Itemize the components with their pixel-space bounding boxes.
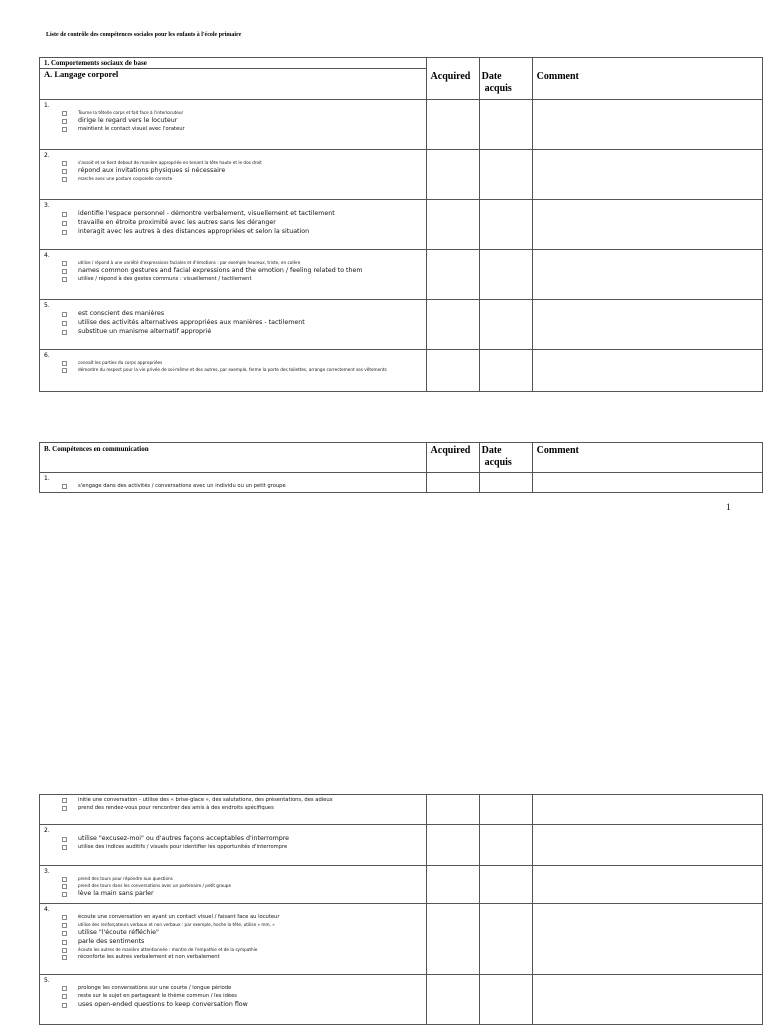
acquired-cell[interactable] (426, 825, 479, 866)
skill-item-text: substitue un manisme alternatif approprié (78, 328, 212, 335)
skill-item-text: reste sur le sujet en partageant le thème commun / les idées (78, 993, 237, 999)
skill-item-text: s'engage dans des activités / conversations avec un individu ou un petit groupe (78, 483, 286, 489)
date-header-cell (479, 443, 532, 473)
skill-item-text: utilise des renforçateurs verbaux et non verbaux : par exemple, hoche la tête, utilise « mm, » (78, 922, 275, 927)
section-header-cell (40, 58, 427, 100)
skill-item (40, 125, 426, 133)
checkbox-icon[interactable] (62, 321, 67, 326)
skill-item-text: marche avec une posture corporelle correcte (78, 176, 173, 181)
comment-cell[interactable] (532, 100, 762, 150)
skill-item-text: utilise "l'écoute réfléchie" (78, 929, 159, 936)
checklist-row (40, 473, 763, 493)
skill-item-text: utilise "excusez-moi" ou d'autres façons acceptables d'interrompre (78, 835, 290, 842)
skill-item-text: prend des tours pour répondre aux questions (78, 876, 173, 881)
skill-item (40, 116, 426, 125)
skill-item (40, 921, 426, 928)
skill-item (40, 843, 426, 851)
skill-item-text: dirige le regard vers le locuteur (78, 117, 178, 124)
item-number: 3. (44, 868, 50, 875)
skill-item (40, 166, 426, 175)
item-number: 1. (44, 475, 50, 482)
skill-item-text: maintient le contact visuel avec l'orateur (78, 126, 185, 132)
skill-item (40, 175, 426, 182)
skill-item-text: est conscient des manières (78, 310, 165, 317)
skill-item-text: écoute les autres de manière attentionnée : montre de l'empathie et de la sympathie (78, 947, 258, 952)
item-number: 5. (44, 302, 50, 309)
skill-item-text: travaille en étroite proximité avec les autres sans les déranger (78, 219, 276, 226)
checklist-row (40, 300, 763, 350)
acquired-column-header: Acquired (430, 445, 471, 456)
date-column-header-line2: acquis (484, 83, 512, 94)
comment-cell[interactable] (532, 975, 762, 1025)
date-acquired-cell[interactable] (479, 300, 532, 350)
acquired-cell[interactable] (426, 904, 479, 975)
date-acquired-cell[interactable] (479, 150, 532, 200)
acquired-cell[interactable] (426, 200, 479, 250)
skill-item-text: démontre du respect pour la vie privée de soi-même et des autres, par exemple, ferme la porte des toilettes, arrange correctement ses vêtements (78, 367, 387, 372)
skill-item-text: prend des rendez-vous pour rencontrer des amis à des endroits spécifiques (78, 805, 274, 811)
skill-item-text: initie une conversation - utilise des « brise-glace », des salutations, des présentations, des adieux (78, 797, 333, 803)
skill-item (40, 796, 426, 804)
section-title: 1. Comportements sociaux de base (44, 59, 147, 67)
acquired-cell[interactable] (426, 150, 479, 200)
checkbox-icon[interactable] (62, 169, 67, 174)
comment-column-header: Comment (536, 71, 579, 82)
checkbox-icon[interactable] (62, 994, 67, 999)
date-acquired-cell[interactable] (479, 350, 532, 392)
acquired-cell[interactable] (426, 866, 479, 904)
acquired-column-header: Acquired (430, 71, 471, 82)
comment-column-header: Comment (536, 445, 579, 456)
skill-item (40, 159, 426, 166)
checkbox-icon[interactable] (62, 312, 67, 317)
date-acquired-cell[interactable] (479, 825, 532, 866)
item-number: 3. (44, 202, 50, 209)
date-acquired-cell[interactable] (479, 866, 532, 904)
date-acquired-cell[interactable] (479, 975, 532, 1025)
checkbox-icon[interactable] (62, 368, 67, 373)
checkbox-icon[interactable] (62, 484, 67, 489)
checklist-table-communication (39, 442, 763, 493)
item-number: 1. (44, 102, 50, 109)
date-acquired-cell[interactable] (479, 795, 532, 825)
checkbox-icon[interactable] (62, 892, 67, 897)
comment-cell[interactable] (532, 350, 762, 392)
skill-item-text: uses open-ended questions to keep conversation flow (78, 1001, 248, 1008)
item-number: 4. (44, 906, 50, 913)
comment-cell[interactable] (532, 200, 762, 250)
comment-cell[interactable] (532, 825, 762, 866)
skill-cell (40, 350, 427, 392)
acquired-cell[interactable] (426, 100, 479, 150)
checkbox-icon[interactable] (62, 127, 67, 132)
checkbox-icon[interactable] (62, 261, 67, 266)
skill-cell (40, 150, 427, 200)
skill-item (40, 928, 426, 937)
skill-item (40, 889, 426, 898)
checklist-row (40, 150, 763, 200)
date-acquired-cell[interactable] (479, 200, 532, 250)
skill-item-text: répond aux invitations physiques si nécessaire (78, 167, 226, 174)
skill-cell (40, 825, 427, 866)
skill-item (40, 913, 426, 921)
date-column-header-line2: acquis (484, 457, 512, 468)
comment-header-cell (532, 443, 762, 473)
comment-cell[interactable] (532, 904, 762, 975)
comment-cell[interactable] (532, 300, 762, 350)
skill-item (40, 227, 426, 236)
acquired-header-cell (426, 58, 479, 100)
skill-item-text: connaît les parties du corps appropriées (78, 360, 163, 365)
skill-item (40, 992, 426, 1000)
comment-cell[interactable] (532, 866, 762, 904)
date-acquired-cell[interactable] (479, 473, 532, 493)
skill-cell (40, 200, 427, 250)
checkbox-icon[interactable] (62, 230, 67, 235)
acquired-cell[interactable] (426, 975, 479, 1025)
skill-item (40, 946, 426, 953)
skill-cell (40, 300, 427, 350)
checkbox-icon[interactable] (62, 212, 67, 217)
checklist-table-communication-continued (39, 794, 763, 1025)
comment-cell[interactable] (532, 473, 762, 493)
acquired-header-cell (426, 443, 479, 473)
skill-item-text: parle des sentiments (78, 938, 145, 945)
checkbox-icon[interactable] (62, 948, 67, 953)
skill-item-text: utilise des indices auditifs / visuels pour identifier les opportunités d'interrompre (78, 844, 288, 850)
skill-cell (40, 904, 427, 975)
skill-item (40, 218, 426, 227)
skill-item (40, 875, 426, 882)
skill-item-text: interagit avec les autres à des distances appropriées et selon la situation (78, 228, 310, 235)
checklist-row (40, 100, 763, 150)
skill-item (40, 366, 426, 373)
acquired-cell[interactable] (426, 473, 479, 493)
acquired-cell[interactable] (426, 350, 479, 392)
section-header-cell (40, 443, 427, 473)
skill-item (40, 882, 426, 889)
section-title: B. Compétences en communication (44, 445, 149, 453)
skill-item-text: prolonge les conversations sur une courte / longue période (78, 985, 232, 991)
skill-item-text: utilise / répond à une variété d'expressions faciales et d'émotions : par exemple heureux, triste, en colère (78, 260, 301, 265)
checkbox-icon[interactable] (62, 277, 67, 282)
date-acquired-cell[interactable] (479, 250, 532, 300)
item-number: 6. (44, 352, 50, 359)
skill-item (40, 209, 426, 218)
date-column-header: Date (481, 71, 502, 82)
checklist-row (40, 904, 763, 975)
checkbox-icon[interactable] (62, 798, 67, 803)
skill-item-text: names common gestures and facial expressions and the emotion / feeling related to them (78, 267, 363, 274)
skill-cell (40, 975, 427, 1025)
item-number: 2. (44, 152, 50, 159)
checkbox-icon[interactable] (62, 806, 67, 811)
skill-item (40, 318, 426, 327)
skill-item-text: identifie l'espace personnel - démontre verbalement, visuellement et tactilement (78, 210, 335, 217)
checkbox-icon[interactable] (62, 923, 67, 928)
checkbox-icon[interactable] (62, 221, 67, 226)
skill-cell (40, 795, 427, 825)
checkbox-icon[interactable] (62, 940, 67, 945)
item-number: 4. (44, 252, 50, 259)
skill-cell (40, 250, 427, 300)
date-header-cell (479, 58, 532, 100)
skill-item (40, 937, 426, 946)
checklist-row (40, 866, 763, 904)
skill-item-text: Tourne la tête/le corps et fait face à l'interlocuteur (78, 110, 184, 115)
skill-item-text: lève la main sans parler (78, 890, 154, 897)
skill-cell (40, 866, 427, 904)
skill-item-text: prend des tours dans les conversations avec un partenaire / petit groupe (78, 883, 232, 888)
comment-cell[interactable] (532, 250, 762, 300)
checklist-row (40, 825, 763, 866)
checkbox-icon[interactable] (62, 361, 67, 366)
checkbox-icon[interactable] (62, 986, 67, 991)
checkbox-icon[interactable] (62, 955, 67, 960)
skill-item (40, 109, 426, 116)
date-acquired-cell[interactable] (479, 100, 532, 150)
skill-item (40, 266, 426, 275)
skill-item (40, 984, 426, 992)
checklist-row (40, 795, 763, 825)
acquired-cell[interactable] (426, 250, 479, 300)
subsection-title: A. Langage corporel (44, 69, 119, 79)
skill-item (40, 327, 426, 336)
document-title: Liste de contrôle des compétences sociales pour les enfants à l'école primaire (46, 32, 242, 38)
skill-item (40, 309, 426, 318)
skill-item (40, 834, 426, 843)
skill-item-text: réconforte les autres verbalement et non verbalement (78, 954, 220, 960)
comment-header-cell (532, 58, 762, 100)
skill-item-text: écoute une conversation en ayant un contact visuel / faisant face au locuteur (78, 914, 280, 920)
checkbox-icon[interactable] (62, 884, 67, 889)
checklist-row (40, 250, 763, 300)
checkbox-icon[interactable] (62, 119, 67, 124)
checkbox-icon[interactable] (62, 837, 67, 842)
comment-cell[interactable] (532, 150, 762, 200)
checkbox-icon[interactable] (62, 161, 67, 166)
checkbox-icon[interactable] (62, 877, 67, 882)
skill-item-text: utilise / répond à des gestes communs : visuellement / tactilement (78, 276, 252, 282)
skill-item (40, 482, 426, 490)
checkbox-icon[interactable] (62, 330, 67, 335)
skill-item (40, 275, 426, 283)
checkbox-icon[interactable] (62, 111, 67, 116)
checkbox-icon[interactable] (62, 845, 67, 850)
date-column-header: Date (481, 445, 502, 456)
checkbox-icon[interactable] (62, 269, 67, 274)
checklist-table-body-language (39, 57, 763, 392)
checkbox-icon[interactable] (62, 1003, 67, 1008)
acquired-cell[interactable] (426, 795, 479, 825)
skill-item (40, 953, 426, 961)
skill-item (40, 804, 426, 812)
checklist-row (40, 350, 763, 392)
checkbox-icon[interactable] (62, 177, 67, 182)
skill-item (40, 1000, 426, 1009)
date-acquired-cell[interactable] (479, 904, 532, 975)
acquired-cell[interactable] (426, 300, 479, 350)
item-number: 5. (44, 977, 50, 984)
checkbox-icon[interactable] (62, 915, 67, 920)
skill-item-text: utilise des activités alternatives appropriées aux manières - tactilement (78, 319, 305, 326)
skill-cell (40, 100, 427, 150)
skill-item (40, 359, 426, 366)
skill-item (40, 259, 426, 266)
page-number: 1 (726, 502, 731, 512)
checklist-row (40, 200, 763, 250)
checklist-row (40, 975, 763, 1025)
skill-item-text: s'assoit et se tient debout de manière appropriée en tenant la tête haute et le dos droit (78, 160, 262, 165)
comment-cell[interactable] (532, 795, 762, 825)
checkbox-icon[interactable] (62, 931, 67, 936)
item-number: 2. (44, 827, 50, 834)
skill-cell (40, 473, 427, 493)
